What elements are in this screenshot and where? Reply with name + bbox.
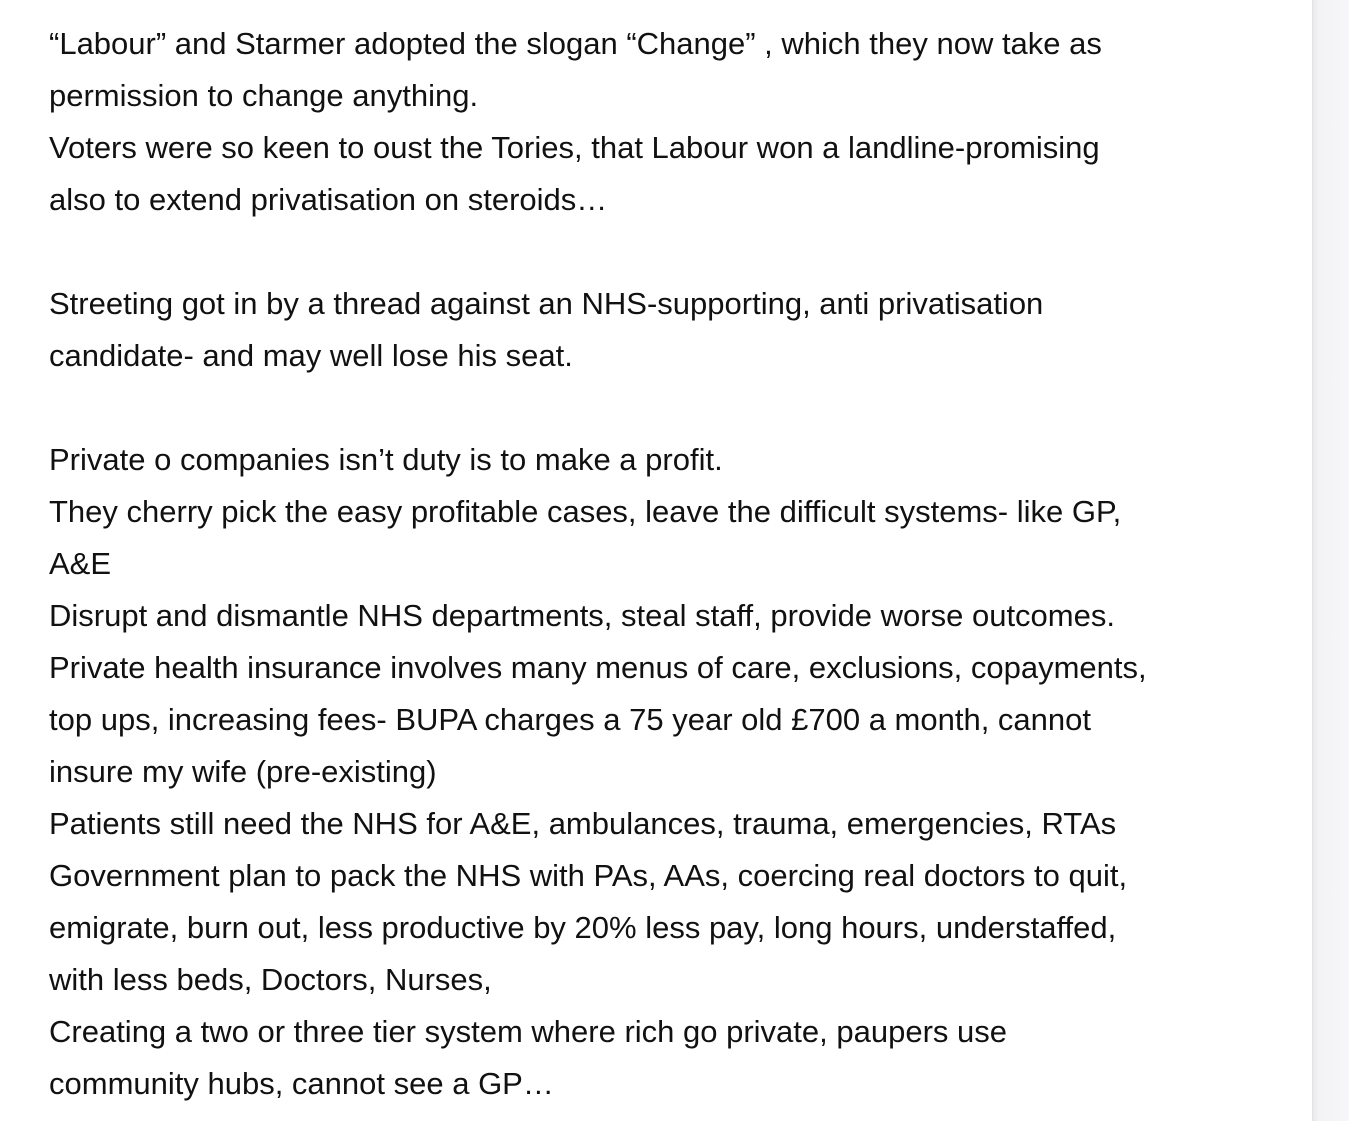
note-line: Voters were so keen to oust the Tories, that Labour won a landline-promising (49, 130, 1100, 165)
note-line: emigrate, burn out, less productive by 20% less pay, long hours, understaffed, (49, 910, 1117, 945)
note-line: Disrupt and dismantle NHS departments, steal staff, provide worse outcomes. (49, 598, 1115, 633)
side-panel-edge (1312, 0, 1349, 1121)
note-line: top ups, increasing fees- BUPA charges a 75 year old £700 a month, cannot (49, 702, 1092, 737)
note-line: permission to change anything. (49, 78, 479, 113)
note-line: Private o companies isn’t duty is to make a profit. (49, 442, 723, 477)
note-line: community hubs, cannot see a GP… (49, 1066, 554, 1101)
note-line: Government plan to pack the NHS with PAs, AAs, coercing real doctors to quit, (49, 858, 1128, 893)
note-line: insure my wife (pre-existing) (49, 754, 437, 789)
note-line: Patients still need the NHS for A&E, ambulances, trauma, emergencies, RTAs (49, 806, 1117, 841)
note-blank-line (49, 382, 1289, 434)
note-line: Streeting got in by a thread against an NHS-supporting, anti privatisation (49, 286, 1044, 321)
note-line: with less beds, Doctors, Nurses, (49, 962, 492, 997)
note-line: also to extend privatisation on steroids… (49, 182, 608, 217)
note-line: Private health insurance involves many menus of care, exclusions, copayments, (49, 650, 1147, 685)
note-line: candidate- and may well lose his seat. (49, 338, 573, 373)
note-body-text[interactable] (49, 18, 1289, 1110)
note-line: They cherry pick the easy profitable cases, leave the difficult systems- like GP, (49, 494, 1122, 529)
note-line: “Labour” and Starmer adopted the slogan “Change” , which they now take as (49, 26, 1102, 61)
note-line: Creating a two or three tier system where rich go private, paupers use (49, 1014, 1008, 1049)
note-blank-line (49, 226, 1289, 278)
note-line: A&E (49, 546, 112, 581)
